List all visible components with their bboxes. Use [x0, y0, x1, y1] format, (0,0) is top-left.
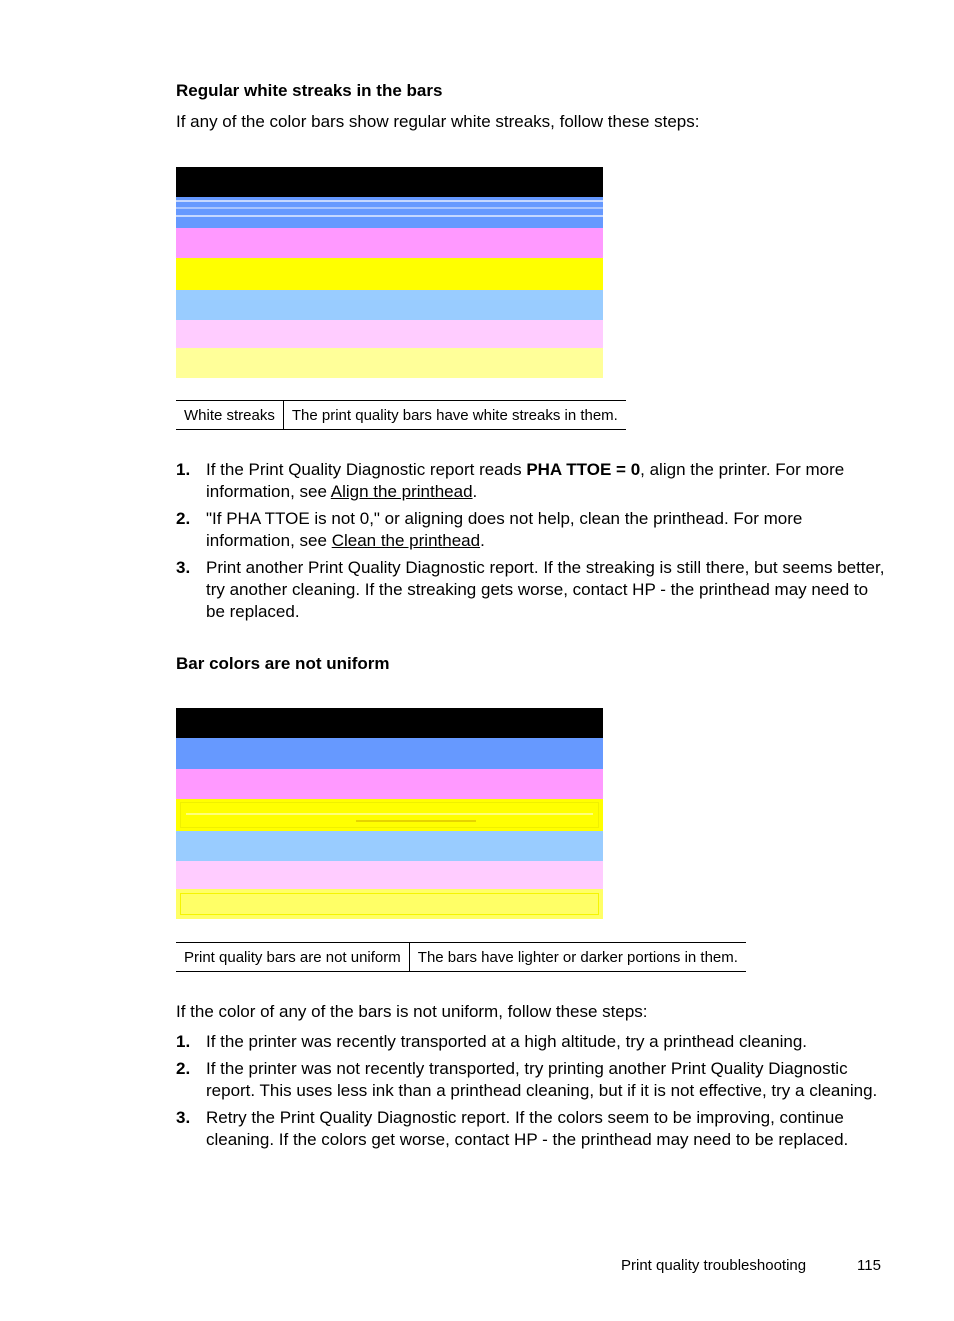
step-number: 1. [176, 460, 191, 479]
caption-label: White streaks [176, 401, 283, 430]
color-bars-white-streaks [176, 167, 603, 378]
steps-not-uniform [176, 1031, 886, 1156]
color-bars-not-uniform [176, 708, 603, 919]
steps-white-streaks [176, 459, 886, 628]
bar-black [176, 167, 603, 197]
bar-light-magenta [176, 320, 603, 348]
bar-blue [176, 197, 603, 228]
caption-label: Print quality bars are not uniform [176, 943, 409, 972]
bar-light-blue [176, 290, 603, 320]
list-item: 2. "If PHA TTOE is not 0," or aligning does not help, clean the printhead. For more information, see Clean the printhead. [176, 509, 803, 550]
list-item [176, 557, 886, 623]
section-intro-white-streaks: If any of the color bars show regular white streaks, follow these steps: [176, 112, 700, 131]
bar-magenta [176, 228, 603, 258]
section-heading-not-uniform: Bar colors are not uniform [176, 654, 390, 673]
list-item: 1. If the Print Quality Diagnostic report reads PHA TTOE = 0, align the printer. For more information, see Align the printhead. [176, 460, 845, 501]
clean-printhead-link[interactable]: Clean the printhead [331, 531, 481, 550]
step-number: 1. [176, 1032, 191, 1051]
bar-light-yellow [176, 348, 603, 378]
bar-yellow [176, 258, 603, 290]
step-number: 2. [176, 509, 191, 528]
caption-description: The bars have lighter or darker portions in them. [409, 943, 746, 972]
step-number: 3. [176, 1108, 191, 1127]
list-item [176, 1058, 886, 1102]
bar-light-blue [176, 831, 603, 861]
list-item [176, 1031, 886, 1053]
bar-magenta [176, 769, 603, 799]
step-number: 2. [176, 1059, 191, 1078]
bar-blue [176, 738, 603, 769]
step-text: If the printer was not recently transported, try printing another Print Quality Diagnostic report. This uses less ink than a printhead cleaning, but if it is not effective, try a cleaning. [206, 1059, 878, 1100]
step-text: If the printer was recently transported at a high altitude, try a printhead cleaning. [206, 1032, 808, 1051]
bar-light-yellow [176, 889, 603, 919]
page-number: 115 [857, 1257, 881, 1274]
footer-section-title: Print quality troubleshooting [621, 1257, 807, 1274]
caption-table-white-streaks [176, 400, 626, 430]
align-printhead-link[interactable]: Align the printhead [330, 482, 473, 501]
caption-description: The print quality bars have white streaks in them. [283, 401, 626, 430]
caption-table-not-uniform [176, 942, 746, 972]
list-item [176, 1107, 886, 1151]
section-intro-not-uniform: If the color of any of the bars is not uniform, follow these steps: [176, 1002, 648, 1021]
bar-black [176, 708, 603, 738]
bar-yellow [176, 799, 603, 831]
bar-light-magenta [176, 861, 603, 889]
step-text: Retry the Print Quality Diagnostic report. If the colors seem to be improving, continue cleaning. If the colors get worse, contact HP - the printhead may need to be replaced. [206, 1108, 849, 1149]
step-text: Print another Print Quality Diagnostic report. If the streaking is still there, but seems better, try another cleaning. If the streaking gets worse, contact HP - the printhead may need to be replaced. [206, 558, 885, 621]
step-number: 3. [176, 558, 191, 577]
section-heading-white-streaks: Regular white streaks in the bars [176, 81, 443, 100]
